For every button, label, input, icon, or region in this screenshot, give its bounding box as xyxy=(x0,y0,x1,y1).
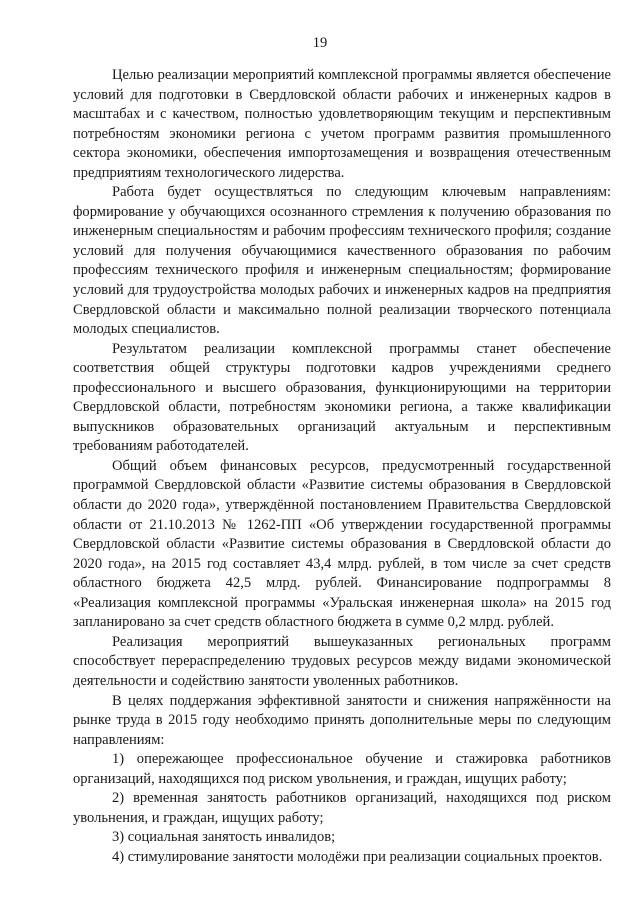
list-item-youth-employment: 4) стимулирование занятости молодёжи при реализации социальных проектов. xyxy=(112,848,603,865)
paragraph-employment-measures-intro: В целях поддержания эффективной занятости и снижения напряжённости на рынке труда в 2015 году необходимо принять дополнительные меры по следующим направлениям: xyxy=(73,692,611,748)
document-body xyxy=(73,66,611,867)
list-item-disabled-employment: 3) социальная занятость инвалидов; xyxy=(112,829,336,846)
paragraph-labor-redistribution: Реализация мероприятий вышеуказанных региональных программ способствует перераспределению трудовых ресурсов между видами экономической деятельности и содействию занятости уволенных работников. xyxy=(73,633,611,689)
list-item-training: 1) опережающее профессиональное обучение и стажировка работников организаций, находящихся под риском увольнения, и граждан, ищущих работу; xyxy=(73,751,611,787)
paragraph-key-directions: Работа будет осуществляться по следующим ключевым направлениям: формирование у обучающихся осознанного стремления к получению образования по инженерным специальностям и рабочим профессиям технического профиля; создание условий для получения обучающимися качественного образования по рабочим профессиям технического профиля и инженерным специальностям; формирование условий для трудоустройства молодых рабочих и инженерных кадров на предприятия Свердловской области и максимально полной реализации творческого потенциала молодых специалистов. xyxy=(73,184,611,338)
paragraph-financing: Общий объем финансовых ресурсов, предусмотренный государственной программой Свердловской области «Развитие системы образования в Свердловской области до 2020 года», утверждённой постановлением Правительства Свердловской области от 21.10.2013 № 1262-ПП «Об утверждении государственной программы Свердловской области «Развитие системы образования в Свердловской области до 2020 года», на 2015 год составляет 43,4 млрд. рублей, в том числе за счет средств областного бюджета 42,5 млрд. рублей. Финансирование подпрограммы 8 «Реализация комплексной программы «Уральская инженерная школа» на 2015 год запланировано за счет средств областного бюджета в сумме 0,2 млрд. рублей. xyxy=(73,457,611,631)
paragraph-program-result: Результатом реализации комплексной программы станет обеспечение соответствия общей структуры подготовки кадров учреждениями среднего профессионального и высшего образования, функционирующими на территории Свердловской области, потребностям экономики региона, а также квалификации выпускников образовательных организаций актуальным и перспективным требованиям работодателей. xyxy=(73,340,611,455)
list-item-temporary-employment: 2) временная занятость работников организаций, находящихся под риском увольнения, и граждан, ищущих работу; xyxy=(73,790,611,826)
paragraph-program-goal: Целью реализации мероприятий комплексной программы является обеспечение условий для подготовки в Свердловской области рабочих и инженерных кадров в масштабах и с качеством, полностью удовлетворяющим текущим и перспективным потребностям экономики региона с учетом программ развития промышленного сектора экономики, обеспечения импортозамещения и возвращения отечественным предприятиям технологического лидерства. xyxy=(73,67,611,181)
page-number: 19 xyxy=(312,35,328,51)
